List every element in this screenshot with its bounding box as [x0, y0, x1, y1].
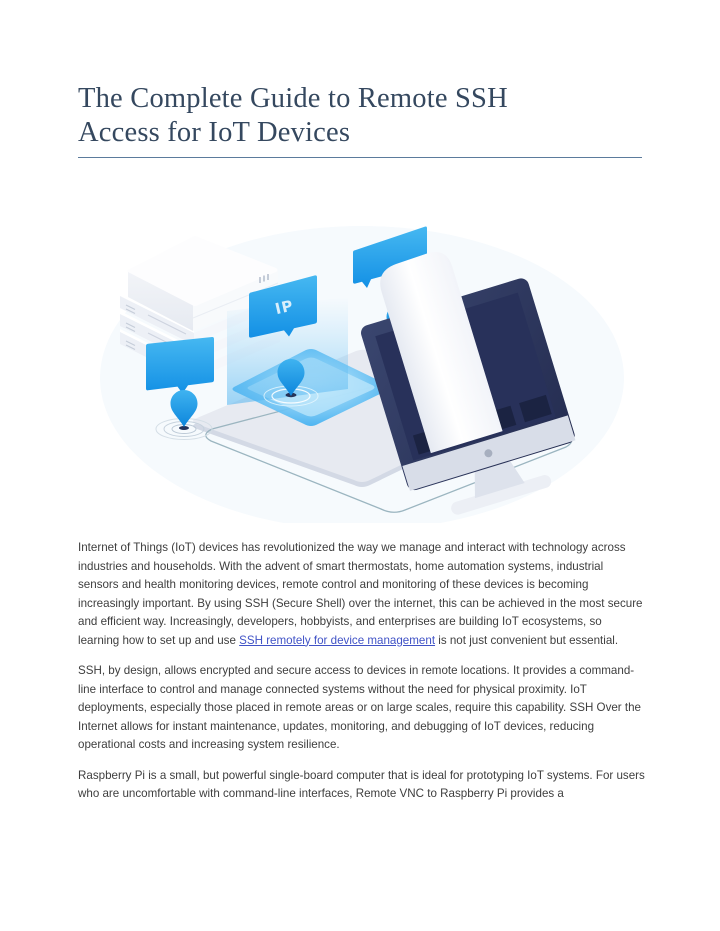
hero-illustration	[90, 193, 630, 523]
paragraph-2: SSH, by design, allows encrypted and secure access to devices in remote locations. It provides a command-line interface to control and manage connected systems without the need for physical proximity. IoT deployments, especially those placed in remote areas or on large scales, require this capability. SSH Over the Internet allows for instant maintenance, updates, monitoring, and debugging of IoT devices, reducing operational costs and increasing system resilience.	[78, 664, 642, 751]
iot-ssh-illustration	[90, 193, 630, 523]
body-text	[78, 539, 646, 816]
ssh-remotely-link[interactable]: SSH remotely for device management	[239, 633, 436, 647]
paragraph-1-end: is not just convenient but essential.	[435, 633, 619, 647]
title-line-2: Access for IoT Devices	[78, 117, 351, 148]
paragraph-1	[78, 539, 646, 650]
ip-label: IP	[273, 296, 296, 319]
title-line-1: The Complete Guide to Remote SSH	[78, 83, 508, 114]
page-title	[78, 82, 642, 158]
paragraph-1-start: Internet of Things (IoT) devices has revolutionized the way we manage and interact with technology across industries and households. With the advent of smart thermostats, home automation systems, industrial sensors and health monitoring devices, remote control and monitoring of these devices is becoming increasingly important. By using SSH (Secure Shell) over the internet, this can be achieved in the most secure and efficient way. Increasingly, developers, hobbyists, and enterprises are building IoT ecosystems, so learning how to set up and use	[78, 541, 643, 647]
paragraph-3: Raspberry Pi is a small, but powerful single-board computer that is ideal for prototyping IoT systems. For users who are uncomfortable with command-line interfaces, Remote VNC to Raspberry Pi provides a	[78, 768, 645, 800]
